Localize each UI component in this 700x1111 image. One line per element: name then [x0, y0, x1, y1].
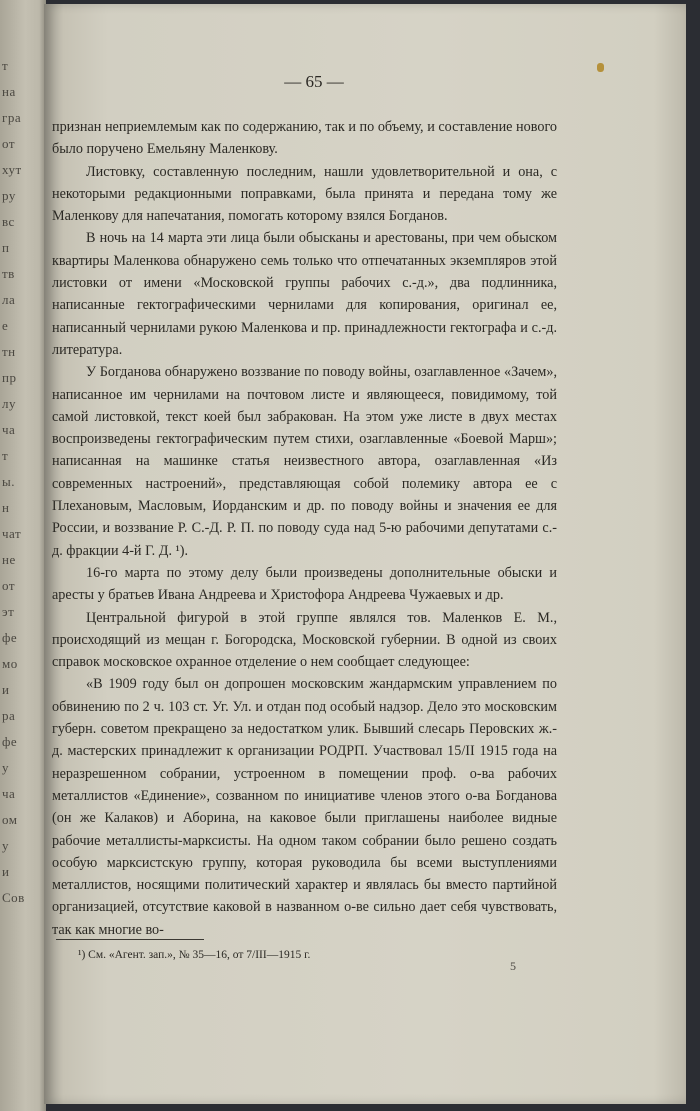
signature-mark: 5	[510, 959, 516, 973]
footnote-divider	[56, 939, 204, 940]
left-page-fragment: ы.	[2, 474, 15, 489]
left-page-fragment: ла	[2, 292, 16, 307]
book-page	[44, 4, 686, 1104]
left-page-fragment: гра	[2, 110, 22, 125]
paragraph: В ночь на 14 марта эти лица были обысканы и арестованы, при чем обыском квартиры Маленкова обнаружено семь только что отпечатанных экземпляров этой листовки от имени «Московской группы рабочих с.-д.», два подлинника, написанные гектографическими чернилами для копирования, оригинал ее, написанный чернилами рукою Маленкова и пр. принадлежности гектографа и с.-д. литература.	[52, 230, 557, 358]
left-facing-page	[0, 0, 46, 1111]
paragraph: «В 1909 году был он допрошен московским жандармским управлением по обвинению по 2 ч. 103 ст. Уг. Ул. и отдан под особый надзор. Дело это московским губерн. советом прекращено за недостатком улик. Бывший слесарь Перовских ж.-д. мастерских принадлежит к организации РОДРП. Участвовал 15/II 1915 года на неразрешенном собрании, устроенном в помещении проф. о-ва рабочих металлистов «Единение», созванном по инициативе членов этого о-ва Богданова (он же Калаков) и Аборина, на каковое были приглашены наиболее видные рабочие металлисты-марксисты. На одном таком собрании было решено создать особую марксистскую группу, которая руководила бы всеми выступлениями металлистов, носящими политический характер и являлась бы вместо партийной организацией, отсутствие каковой в названном о-ве сильно дает себя чувствовать, так как многие во-	[52, 676, 557, 938]
left-page-fragment: тв	[2, 266, 15, 281]
left-page-fragment: на	[2, 84, 16, 99]
left-page-fragment: и	[2, 682, 10, 697]
page-number: — 65 —	[284, 72, 344, 91]
left-page-fragment: фе	[2, 630, 18, 645]
left-page-fragment: у	[2, 760, 9, 775]
left-page-fragment: т	[2, 448, 9, 463]
left-page-fragment: не	[2, 552, 16, 567]
left-page-fragment: лу	[2, 396, 16, 411]
left-page-fragment: вс	[2, 214, 15, 229]
left-page-fragment: н	[2, 500, 10, 515]
left-page-fragment: е	[2, 318, 9, 333]
left-page-fragment: п	[2, 240, 10, 255]
left-page-fragment: ча	[2, 786, 16, 801]
left-page-fragment: от	[2, 578, 16, 593]
stain-mark	[597, 63, 604, 72]
left-page-fragment: тн	[2, 344, 16, 359]
left-page-fragment: хут	[2, 162, 22, 177]
body-text	[52, 116, 557, 941]
footnote: ¹) См. «Агент. зап.», № 35—16, от 7/III—1915 г.	[78, 949, 311, 961]
left-page-fragment: мо	[2, 656, 18, 671]
left-page-fragment: от	[2, 136, 16, 151]
paragraph: У Богданова обнаружено воззвание по поводу войны, озаглавленное «Зачем», написанное им чернилами на почтовом листе и являющееся, повидимому, той самой листовкой, текст коей был забракован. На этом уже листе в двух местах воспроизведены гектографическим путем стихи, озаглавленные «Боевой Марш»; написанная на машинке статья неизвестного автора, озаглавленная «Из современных настроений», представляющая собой полемику автора ее с Плехановым, Масловым, Иорданским и др. по поводу войны и значения ее для России, и воззвание Р. С.-Д. Р. П. по поводу суда над 5-ю рабочими депутатами с.-д. фракции 4-й Г. Д. ¹).	[52, 364, 557, 559]
left-page-fragment: эт	[2, 604, 15, 619]
left-page-fragment: Сов	[2, 890, 25, 905]
left-page-fragment: и	[2, 864, 10, 879]
paragraph: Листовку, составленную последним, нашли удовлетворительной и она, с некоторыми редакционными поправками, была принята и передана тому же Маленкову для напечатания, помогать которому взялся Богданов.	[52, 163, 557, 225]
left-page-fragment: чат	[2, 526, 22, 541]
left-page-fragment: ру	[2, 188, 16, 203]
paragraph: 16-го марта по этому делу были произведены дополнительные обыски и аресты у братьев Ивана Андреева и Христофора Андреева Чужаевых и др.	[52, 564, 557, 604]
left-page-fragment: т	[2, 58, 9, 73]
paragraph: признан неприемлемым как по содержанию, так и по объему, и составление нового было поручено Емельяну Маленкову.	[52, 119, 557, 158]
left-page-fragment: у	[2, 838, 9, 853]
left-page-fragment: ом	[2, 812, 18, 827]
left-page-fragment: ра	[2, 708, 16, 723]
left-page-fragment: пр	[2, 370, 17, 385]
paragraph: Центральной фигурой в этой группе являлся тов. Маленков Е. М., происходящий из мещан г. Богородска, Московской губернии. В одной из своих справок московское охранное отделение о нем сообщает следующее:	[52, 609, 557, 671]
left-page-fragment: фе	[2, 734, 18, 749]
left-page-fragment: ча	[2, 422, 16, 437]
